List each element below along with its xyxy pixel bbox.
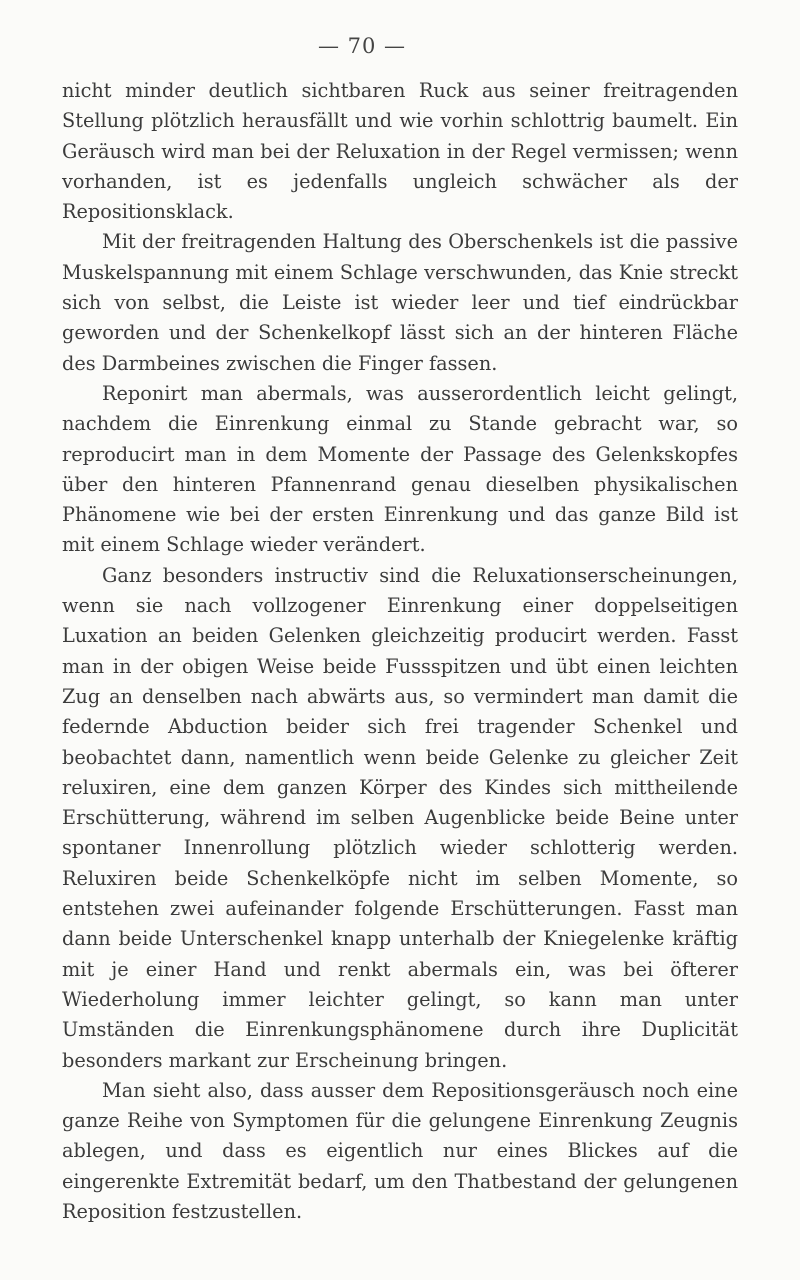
paragraph-5: Man sieht also, dass ausser dem Repositionsgeräusch noch eine ganze Reihe von Symptomen für die gelungene Einrenkung Zeugnis ablegen, und dass es eigentlich nur eines Blickes auf die eingerenkte Extremität bedarf, um den Thatbestand der gelungenen Reposition festzustellen. xyxy=(62,1078,738,1223)
book-page xyxy=(62,0,742,1280)
paragraph-4: Ganz besonders instructiv sind die Reluxationserscheinungen, wenn sie nach vollzogener Einrenkung einer doppelseitigen Luxation an beiden Gelenken gleichzeitig producirt werden. Fasst man in der obigen Weise beide Fussspitzen und übt einen leichten Zug an denselben nach abwärts aus, so vermindert man damit die federnde Abduction beider sich frei tragender Schenkel und beobachtet dann, namentlich wenn beide Gelenke zu gleicher Zeit reluxiren, eine dem ganzen Körper des Kindes sich mittheilende Erschütterung, während im selben Augenblicke beide Beine unter spontaner Innenrollung plötzlich wieder schlotterig werden. Reluxiren beide Schenkelköpfe nicht im selben Momente, so entstehen zwei aufeinander folgende Erschütterungen. Fasst man dann beide Unterschenkel knapp unterhalb der Kniegelenke kräftig mit je einer Hand und renkt abermals ein, was bei öfterer Wiederholung immer leichter gelingt, so kann man unter Umständen die Einrenkungsphänomene durch ihre Duplicität besonders markant zur Erscheinung bringen. xyxy=(62,563,738,1072)
paragraph-1: nicht minder deutlich sichtbaren Ruck aus seiner freitragenden Stellung plötzlich herausfällt und wie vorhin schlottrig baumelt. Ein Geräusch wird man bei der Reluxation in der Regel vermissen; wenn vorhanden, ist es jedenfalls ungleich schwächer als der Repositionsklack. xyxy=(62,79,738,224)
page-number: — 70 — xyxy=(317,34,407,58)
body-text xyxy=(62,76,738,1227)
paragraph-3: Reponirt man abermals, was ausserordentlich leicht gelingt, nachdem die Einrenkung einmal zu Stande gebracht war, so reproducirt man in dem Momente der Passage des Gelenkskopfes über den hinteren Pfannenrand genau dieselben physikalischen Phänomene wie bei der ersten Einrenkung und das ganze Bild ist mit einem Schlage wieder verändert. xyxy=(62,381,738,557)
paragraph-2: Mit der freitragenden Haltung des Oberschenkels ist die passive Muskelspannung mit einem Schlage verschwunden, das Knie streckt sich von selbst, die Leiste ist wieder leer und tief eindrückbar geworden und der Schenkelkopf lässt sich an der hinteren Fläche des Darmbeines zwischen die Finger fassen. xyxy=(62,230,738,375)
